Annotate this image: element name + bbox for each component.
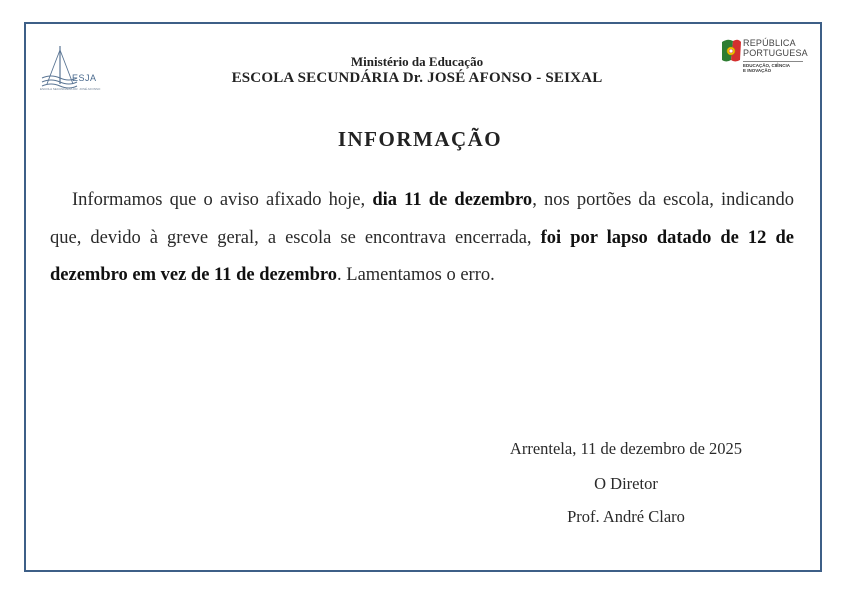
notice-body [50, 182, 794, 295]
body-bold-date: dia 11 de dezembro [372, 190, 533, 210]
gov-logo-line1: REPÚBLICA [743, 38, 796, 48]
ministry-heading: Ministério da Educação [350, 54, 484, 69]
gov-logo-line3: EDUCAÇÃO, CIÊNCIA [743, 63, 791, 68]
body-text-part3: . Lamentamos o erro. [337, 265, 495, 285]
gov-logo-line2: PORTUGUESA [743, 48, 808, 58]
school-logo-text: ESJA [72, 73, 97, 83]
gov-logo-text [743, 38, 808, 58]
gov-logo-divider [743, 61, 803, 62]
signature-name: Prof. André Claro [567, 507, 685, 526]
body-text-part1: Informamos que o aviso afixado hoje, [72, 190, 373, 210]
portugal-flag-icon [720, 38, 742, 64]
signature-place-date: Arrentela, 11 de dezembro de 2025 [509, 439, 743, 458]
body-text-part2: , nos portões da escola, indicando que, devido à greve geral, a escola se encontrava encerrada, [50, 190, 794, 248]
body-bold-correction: foi por lapso datado de 12 de dezembro em vez de 11 de dezembro [50, 227, 794, 285]
gov-logo-line4: E INOVAÇÃO [743, 68, 772, 73]
notice-title: INFORMAÇÃO [337, 127, 503, 151]
gov-logo-subtext [743, 63, 790, 73]
school-logo-caption: ESCOLA SECUNDÁRIA DR. JOSÉ AFONSO [40, 87, 101, 91]
signature-role: O Diretor [594, 474, 658, 493]
document-frame [24, 22, 822, 572]
school-heading: ESCOLA SECUNDÁRIA Dr. JOSÉ AFONSO - SEIXAL [231, 70, 603, 86]
